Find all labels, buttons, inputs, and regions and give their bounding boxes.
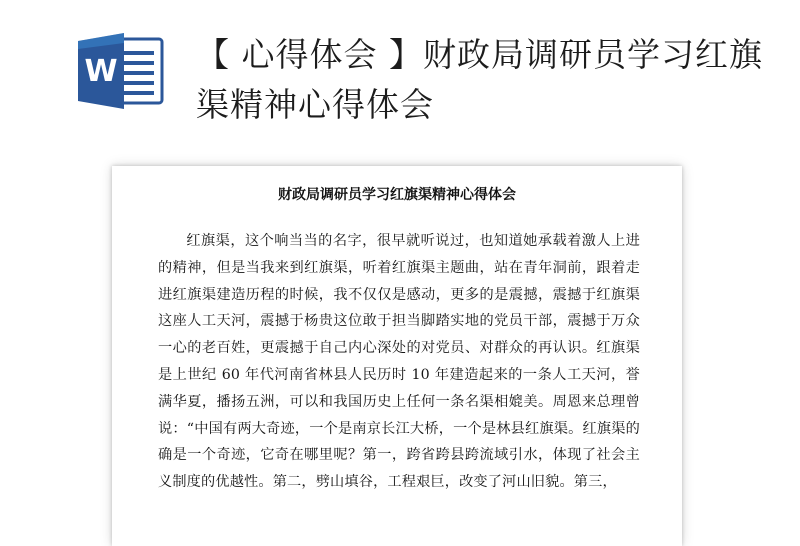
word-icon-letter: W xyxy=(84,54,118,89)
document-title: 财政局调研员学习红旗渠精神心得体会 xyxy=(278,187,516,203)
document-body-paragraph: 红旗渠，这个响当当的名字，很早就听说过，也知道她承载着激人上进的精神，但是当我来到红旗渠，听着红旗渠主题曲，站在青年洞前，跟着走进红旗渠建造历程的时候，我不仅仅是感动，更多的是震撼，震撼于红旗渠这座人工天河，震撼于杨贵这位敢于担当脚踏实地的党员干部，震撼于万众一心的老百姓，更震撼于自己内心深处的对党员、对群众的再认识。红旗渠是上世纪 60 年代河南省林县人民历时 10 年建造起来的一条人工天河，誉满华夏，播扬五洲，可以和我国历史上任何一条名渠相媲美。周恩来总理曾说：“中国有两大奇迹，一个是南京长江大桥，一个是林县红旗渠。红旗渠的确是一个奇迹，它奇在哪里呢？第一，跨省跨县跨流域引水，体现了社会主义制度的优越性。第二，劈山填谷，工程艰巨，改变了河山旧貌。第三， xyxy=(158,233,640,491)
header xyxy=(0,0,800,160)
page-title: 【 心得体会 】财政局调研员学习红旗渠精神心得体会 xyxy=(196,35,763,124)
word-document-icon xyxy=(76,33,164,109)
document-page xyxy=(112,166,682,546)
